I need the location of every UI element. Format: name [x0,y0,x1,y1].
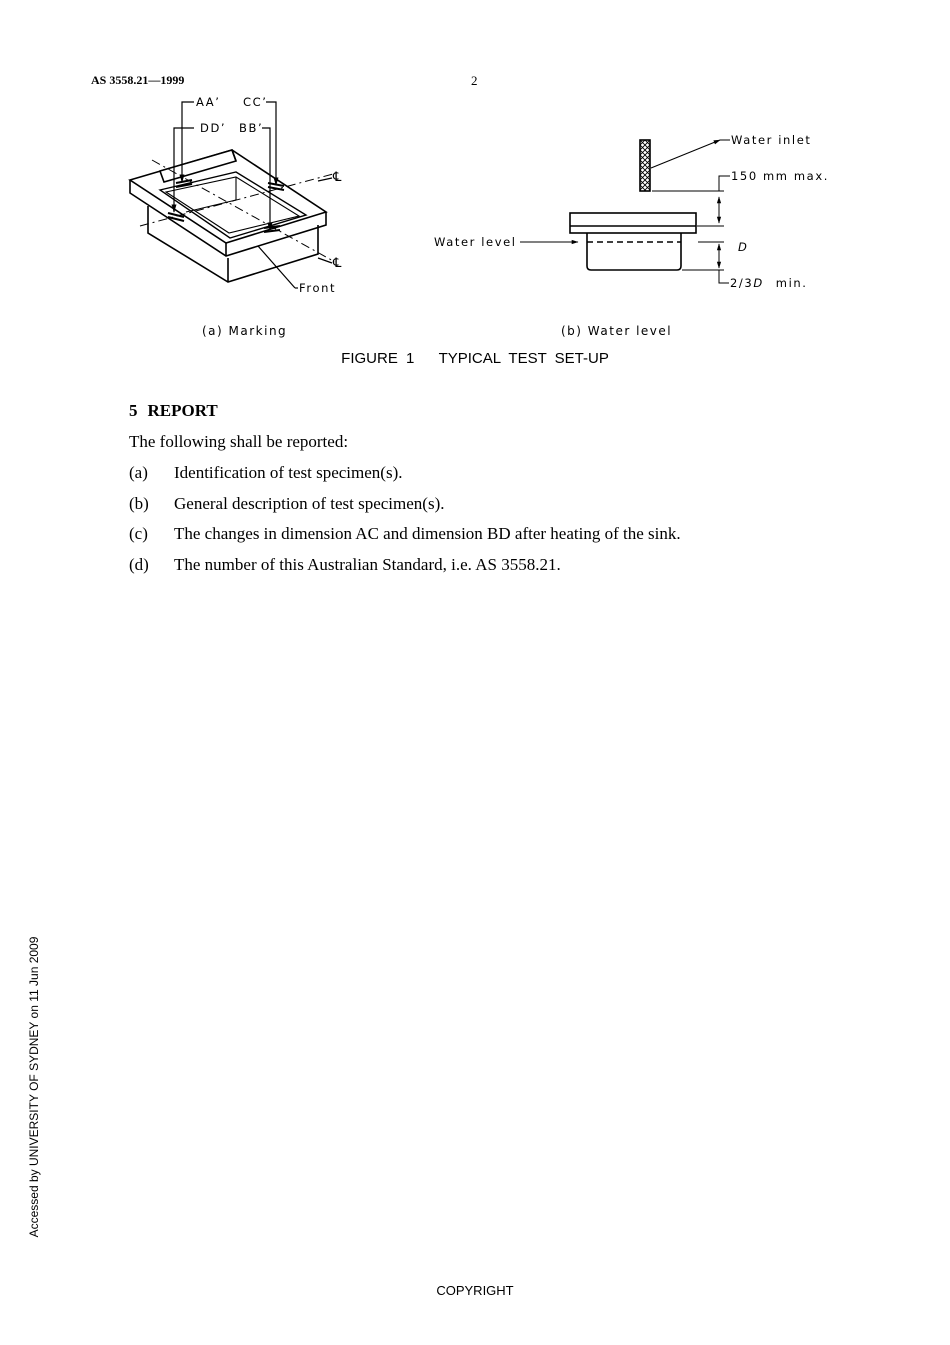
label-bb: BB’ [239,121,264,135]
label-cc: CC’ [243,95,268,109]
section-heading [129,401,218,421]
centreline-symbol-2: ℄ [333,256,343,271]
label-aa: AA’ [196,95,221,109]
label-d: D [738,240,749,254]
item-label: (b) [129,493,149,513]
page-number: 2 [471,73,478,88]
label-dd: DD’ [200,121,227,135]
label-150-mm-max: 150 mm max. [731,169,829,183]
access-note: Accessed by UNIVERSITY OF SYDNEY on 11 Jun 2009 [27,936,41,1238]
section-title: REPORT [147,401,218,420]
sink-bowl [587,233,681,270]
figure-title: FIGURE 1 TYPICAL TEST SET-UP [341,350,609,367]
item-text: General description of test specimen(s). [174,493,445,513]
label-front: Front [299,281,337,295]
sink-rim [570,213,696,233]
copyright-footer: COPYRIGHT [436,1283,514,1298]
water-level-drawing [570,140,696,270]
section-intro: The following shall be reported: [129,432,349,451]
caption-b: (b) Water level [561,324,673,338]
item-text: Identification of test specimen(s). [174,463,403,482]
item-label: (d) [129,554,149,574]
item-label: (a) [129,463,148,482]
water-dimension-lines [520,140,730,283]
caption-a: (a) Marking [202,324,288,338]
item-label: (c) [129,524,148,543]
water-inlet-pipe [640,140,650,191]
label-two-thirds-d-min: 2/3D min. [730,276,808,290]
section-number: 5 [129,401,138,420]
sink-marking-drawing [130,150,326,282]
document-code: AS 3558.21—1999 [91,73,185,87]
label-water-level: Water level [434,235,517,249]
centreline-symbol-1: ℄ [333,170,343,185]
figure-1-diagram [0,90,950,320]
label-water-inlet: Water inlet [731,133,812,147]
item-text: The number of this Australian Standard, i.e. AS 3558.21. [174,554,561,574]
item-text: The changes in dimension AC and dimension BD after heating of the sink. [174,524,681,543]
